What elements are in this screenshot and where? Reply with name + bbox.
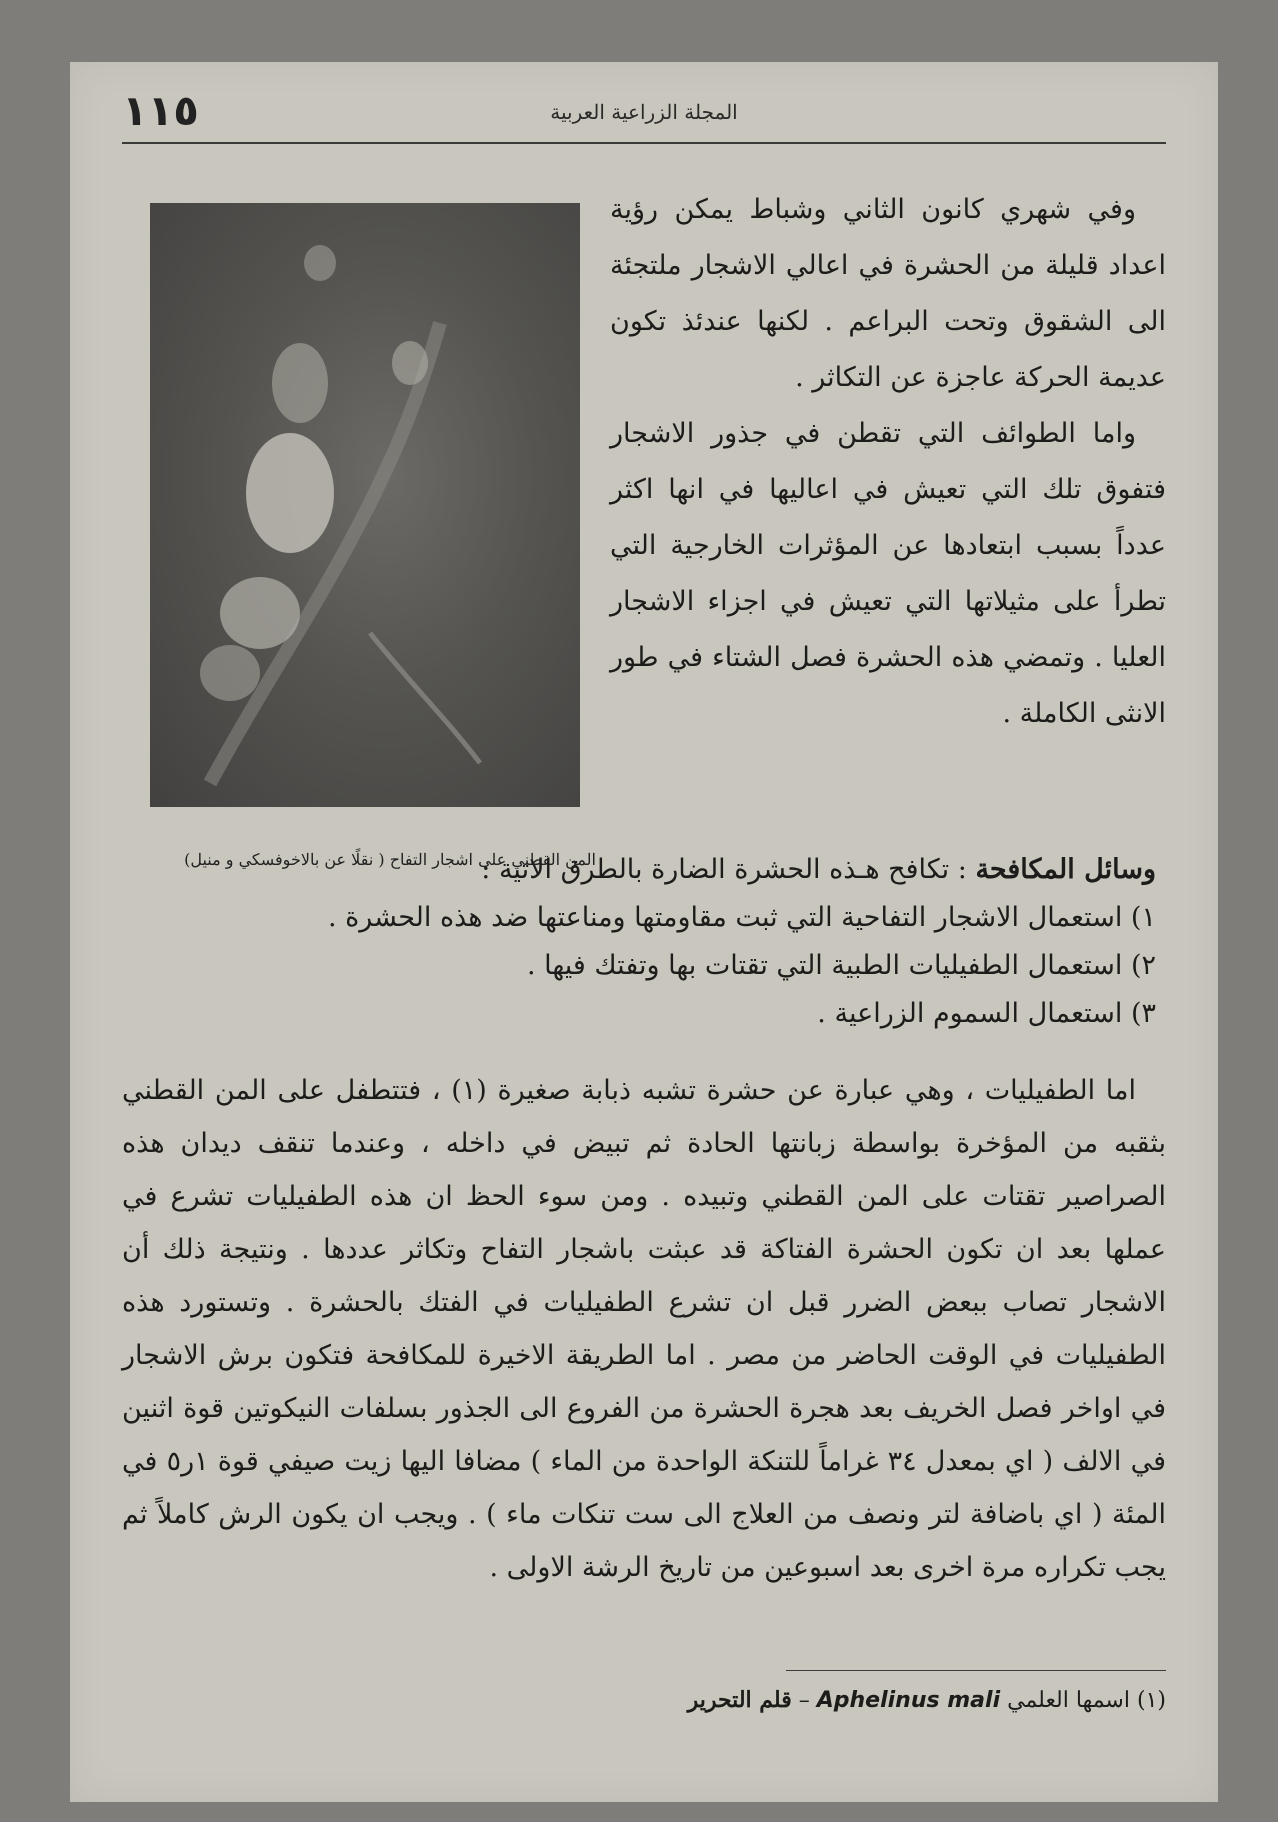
page-number: ١١٥ (122, 86, 199, 135)
footnote-rule (786, 1670, 1166, 1671)
footnote-credit: قلم التحرير (687, 1687, 792, 1713)
list-item: ٣) استعمال السموم الزراعية . (817, 998, 1156, 1029)
page-header (122, 82, 1166, 144)
document-page (70, 62, 1218, 1802)
control-intro (122, 846, 1156, 894)
photo-woolly-aphid-on-apple-branch (150, 203, 580, 807)
control-heading: وسائل المكافحة (975, 854, 1156, 885)
list-item: ٢) استعمال الطفيليات الطبية التي تقتات بها وتفتك فيها . (526, 950, 1156, 981)
photo-illustration (150, 203, 580, 807)
paragraph: واما الطوائف التي تقطن في جذور الاشجار فتفوق تلك التي تعيش في اعاليها في انها اكثر عدداً بسبب ابتعادها عن المؤثرات الخارجية التي تطرأ على مثيلاتها التي تعيش في اجزاء الاشجار العليا . وتمضي هذه الحشرة فصل الشتاء في طور الانثى الكاملة . (610, 418, 1166, 729)
footnote-marker: (١) (1136, 1688, 1166, 1713)
journal-title: المجلة الزراعية العربية (550, 100, 738, 124)
list-item: ١) استعمال الاشجار التفاحية التي ثبت مقاومتها ومناعتها ضد هذه الحشرة . (327, 902, 1156, 933)
footnote (122, 1687, 1166, 1713)
footnote-latin-name: Aphelinus mali (816, 1688, 1001, 1713)
control-methods (122, 846, 1166, 1038)
paragraph: وفي شهري كانون الثاني وشباط يمكن رؤية اعداد قليلة من الحشرة في اعالي الاشجار ملتجئة الى الشقوق وتحت البراعم . لكنها عندئذ تكون عديمة الحركة عاجزة عن التكاثر . (610, 194, 1166, 393)
figure-caption: المن القطني على اشجار التفاح ( نقلًا عن بالاخوفسكي و منيل) (184, 850, 596, 869)
control-intro-text: : تكافح هـذه الحشرة الضارة بالطرق الاتية : (481, 854, 967, 885)
body-text (122, 1064, 1166, 1594)
column-text (610, 182, 1166, 742)
paragraph: اما الطفيليات ، وهي عبارة عن حشرة تشبه ذبابة صغيرة (١) ، فتتطفل على المن القطني بثقبه من المؤخرة بواسطة زبانتها الحادة ثم تبيض في داخله ، وعندما تنقف ديدان هذه الصراصير تقتات على المن القطني وتبيده . ومن سوء الحظ ان هذه الطفيليات تشرع في عملها بعد ان تكون الحشرة الفتاكة قد عبثت باشجار التفاح وتكاثر عددها . ونتيجة ذلك أن الاشجار تصاب ببعض الضرر قبل ان تشرع الطفيليات في الفتك بالحشرة . وتستورد هذه الطفيليات في الوقت الحاضر من مصر . اما الطريقة الاخيرة للمكافحة فتكون برش الاشجار في اواخر فصل الخريف بعد هجرة الحشرة من الفروع الى الجذور بسلفات النيكوتين قوة اثنين في الالف ( اي بمعدل ٣٤ غراماً للتنكة الواحدة من الماء ) مضافا اليها زيت صيفي قوة ١ر٥ في المئة ( اي باضافة لتر ونصف من العلاج الى ست تنكات ماء ) . ويجب ان يكون الرش كاملاً ثم يجب تكراره مرة اخرى بعد اسبوعين من تاريخ الرشة الاولى . (122, 1075, 1166, 1583)
footnote-prefix: اسمها العلمي (1007, 1688, 1130, 1713)
footnote-separator: – (798, 1688, 810, 1713)
